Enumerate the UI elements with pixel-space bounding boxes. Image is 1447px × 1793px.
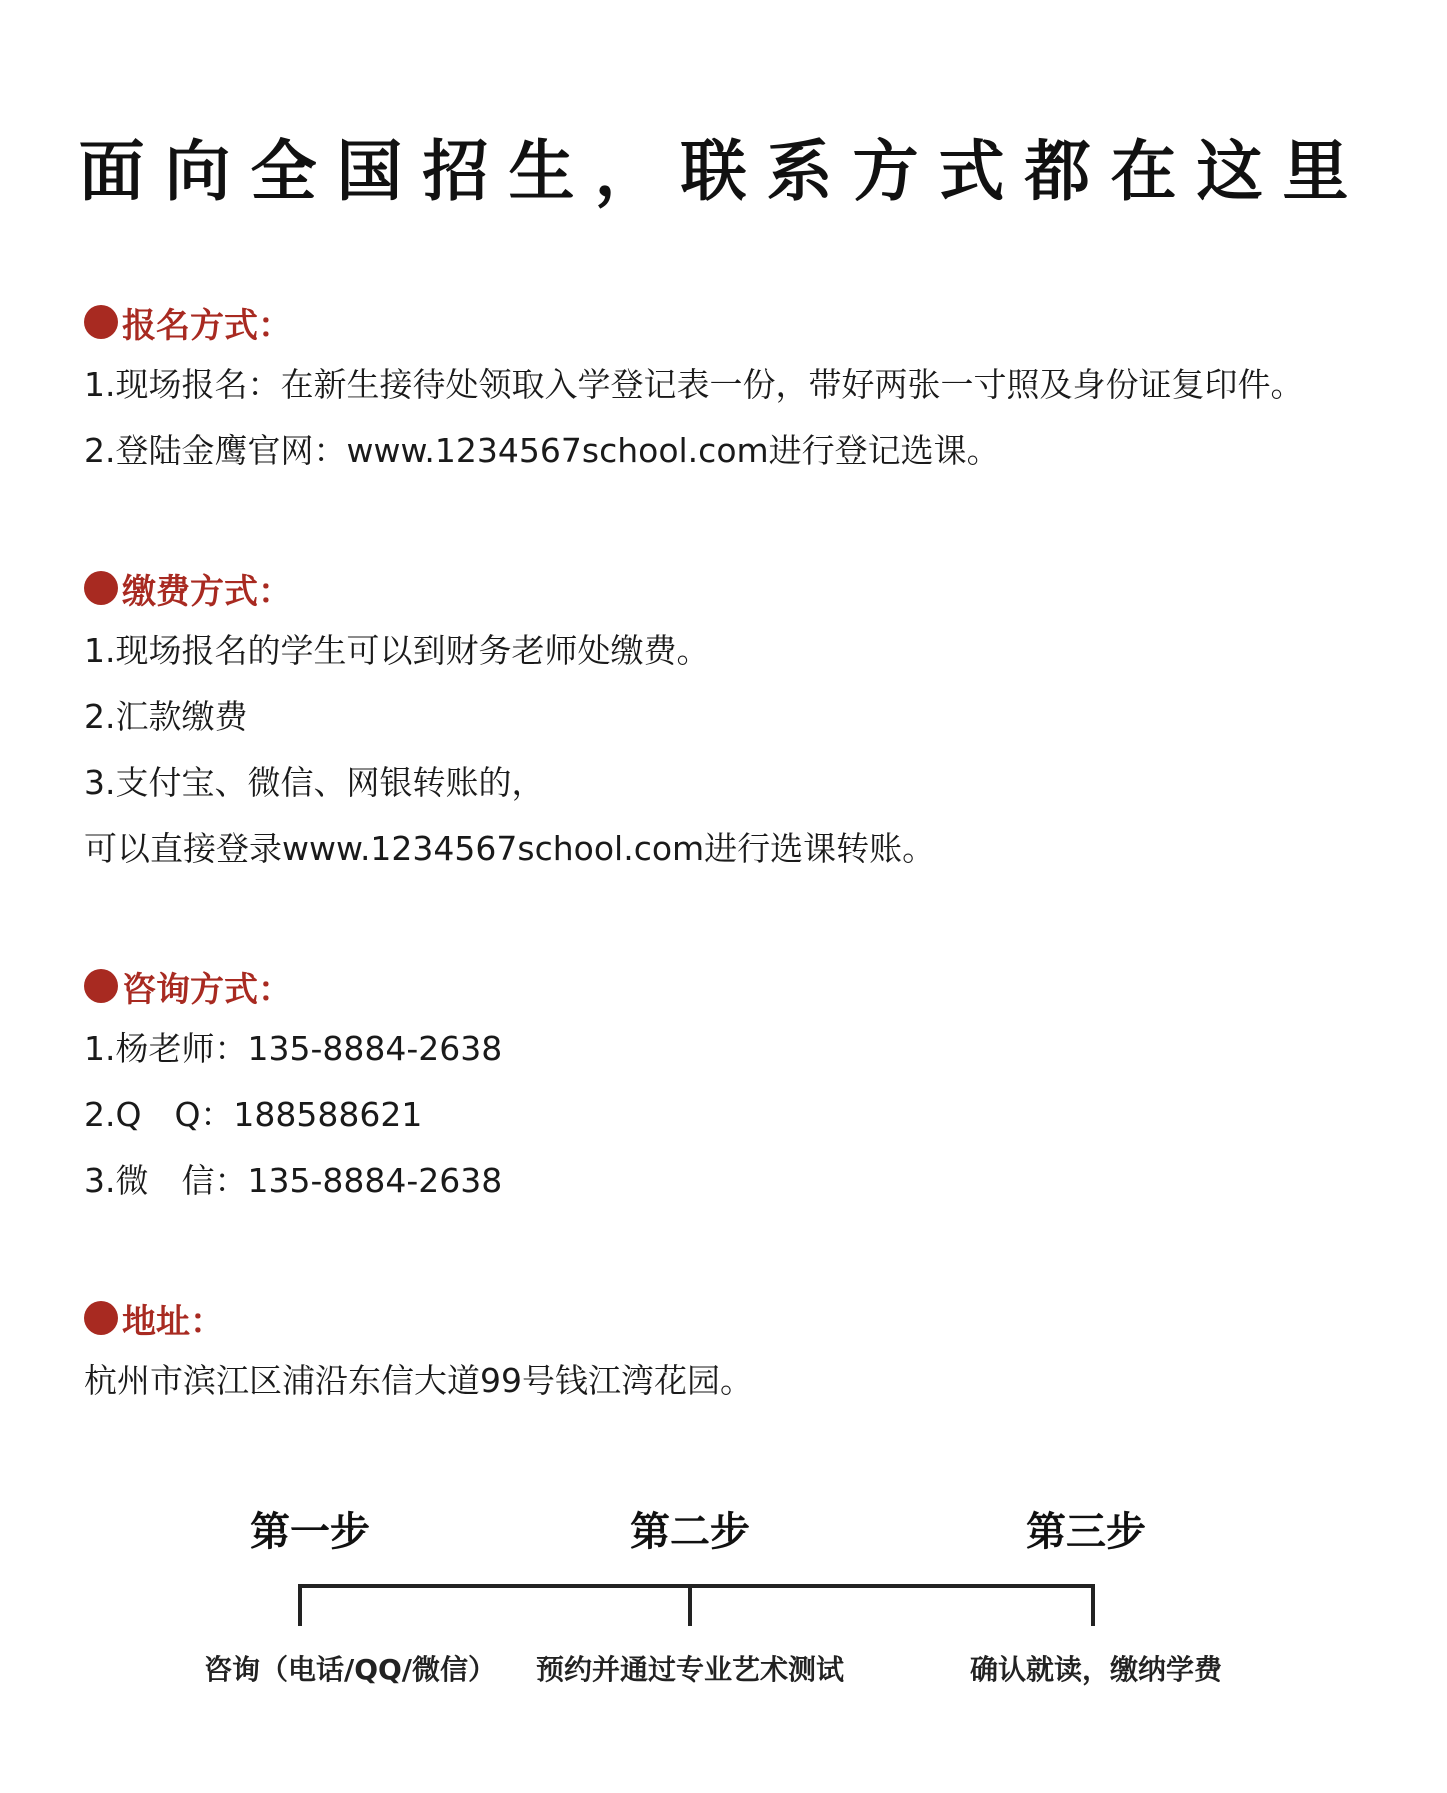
section-title: 咨询方式： bbox=[122, 969, 292, 1010]
step-title: 第一步 bbox=[250, 1509, 370, 1555]
bullet-dot-icon bbox=[84, 571, 118, 605]
bullet-dot-icon bbox=[84, 969, 118, 1003]
step-title: 第三步 bbox=[1026, 1509, 1146, 1555]
bullet-dot-icon bbox=[84, 1301, 118, 1335]
timeline-tick bbox=[298, 1584, 302, 1626]
text-line: 1.现场报名：在新生接待处领取入学登记表一份，带好两张一寸照及身份证复印件。 bbox=[84, 365, 1304, 404]
section-title: 地址： bbox=[122, 1301, 224, 1342]
text-line: 3.支付宝、微信、网银转账的， bbox=[84, 763, 545, 802]
section-heading bbox=[84, 558, 1384, 618]
section-heading bbox=[84, 956, 1384, 1016]
text-line: 2.登陆金鹰官网：www.1234567school.com进行登记选课。 bbox=[84, 431, 1000, 470]
step-description: 咨询（电话/QQ/微信） bbox=[203, 1653, 497, 1686]
text-line: 1.杨老师：135-8884-2638 bbox=[84, 1029, 503, 1068]
section-heading bbox=[84, 292, 1384, 352]
section-payment bbox=[84, 558, 1384, 882]
page-title: 面向全国招生，联系方式都在这里 bbox=[78, 132, 1369, 210]
text-line: 2.汇款缴费 bbox=[84, 697, 248, 736]
section-heading bbox=[84, 1288, 1384, 1348]
text-line: 2.Q Q：188588621 bbox=[84, 1095, 423, 1134]
section-title: 报名方式： bbox=[122, 305, 292, 346]
text-line: 可以直接登录www.1234567school.com进行选课转账。 bbox=[84, 829, 936, 868]
timeline-tick bbox=[1091, 1584, 1095, 1626]
text-line: 3.微 信：135-8884-2638 bbox=[84, 1161, 503, 1200]
text-line: 杭州市滨江区浦沿东信大道99号钱江湾花园。 bbox=[84, 1361, 753, 1400]
section-title: 缴费方式： bbox=[122, 571, 292, 612]
bullet-dot-icon bbox=[84, 305, 118, 339]
steps-timeline bbox=[0, 1500, 1447, 1700]
text-line: 1.现场报名的学生可以到财务老师处缴费。 bbox=[84, 631, 710, 670]
step-description: 预约并通过专业艺术测试 bbox=[535, 1653, 844, 1686]
section-registration bbox=[84, 292, 1384, 484]
step-title: 第二步 bbox=[630, 1509, 750, 1555]
timeline-tick bbox=[688, 1584, 692, 1626]
section-consultation bbox=[84, 956, 1384, 1214]
timeline-connector-line bbox=[298, 1584, 1095, 1588]
step-description: 确认就读，缴纳学费 bbox=[969, 1653, 1222, 1686]
section-address bbox=[84, 1288, 1384, 1414]
